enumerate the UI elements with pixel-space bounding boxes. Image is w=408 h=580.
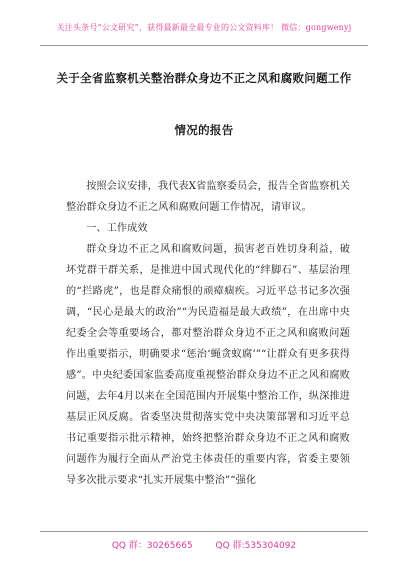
footer-qq-group-2: QQ 群:535304092: [215, 541, 297, 551]
paragraph-intro: 按照会议安排，我代表X省监察委员会，报告全省监察机关整治群众身边不正之风和腐败问题工作情况，请审议。: [66, 181, 350, 213]
footer: [0, 538, 408, 551]
top-divider: [40, 45, 368, 46]
footer-qq-group-1: QQ 群：30265665: [111, 541, 193, 551]
document-body: [66, 176, 350, 491]
paragraph-main: 群众身边不正之风和腐败问题，损害老百姓切身利益，破坏党群干群关系，是推进中国式现代化的“绊脚石”、基层治理的“拦路虎”，也是群众痛恨的顽瘴痼疾。习近平总书记多次强调，“民心是最大的政治”“为民造福是最大政绩”，在出席中央纪委全会等重要场合，都对整治群众身边不正之风和腐败问题作出重要指示，明确要求“惩治‘蝇贪蚁腐’”“让群众有更多获得感”。中央纪委国家监委高度重视整治群众身边不正之风和腐败问题，去年4月以来在全国范围内开展集中整治工作，纵深推进基层正风反腐。省委坚决贯彻落实党中央决策部署和习近平总书记重要指示批示精神，始终把整治群众身边不正之风和腐败问题作为履行全面从严治党主体责任的重要内容，省委主要领导多次批示要求“扎实开展集中整治”“强化: [66, 244, 350, 486]
top-banner: 关注头条号“公文研究”，获得最新最全最专业的公文资料库！ 微信：gongwenyj: [56, 23, 352, 32]
document-title-line-1: 关于全省监察机关整治群众身边不正之风和腐败问题工作: [56, 71, 352, 85]
document-title-line-2: 情况的报告: [174, 123, 234, 137]
bottom-divider: [40, 531, 368, 532]
section-heading: 一、工作成效: [86, 223, 148, 234]
